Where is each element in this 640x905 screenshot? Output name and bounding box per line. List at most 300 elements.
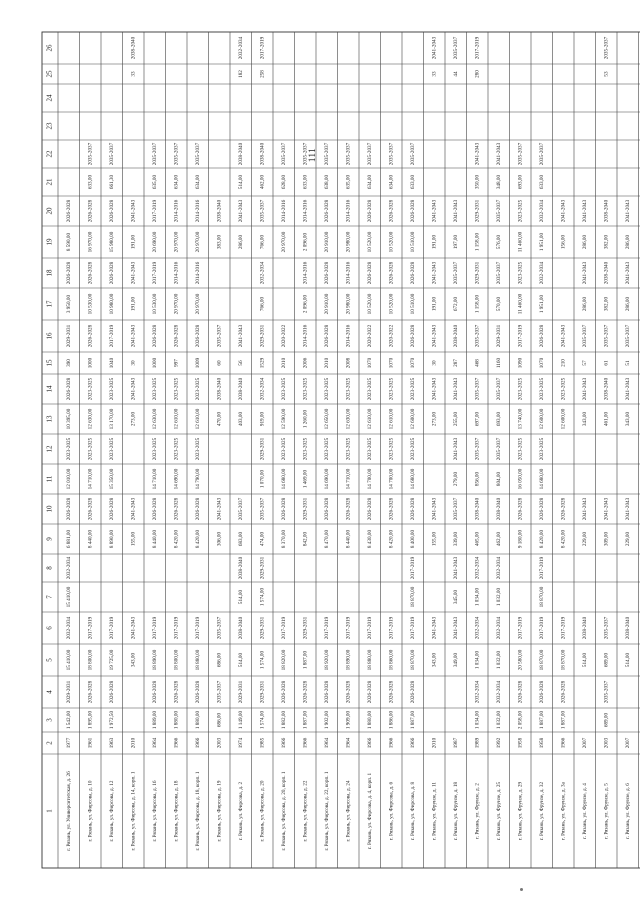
- table-cell: 2026-2028: [366, 199, 373, 223]
- table-cell: 2026-2028: [323, 261, 330, 285]
- table-cell: 2 096,00: [302, 294, 309, 314]
- table-cell: 12 610,00: [388, 408, 395, 430]
- table-cell: 14 710,00: [87, 468, 94, 490]
- table-cell: 2035-2037: [216, 616, 223, 640]
- table-cell: 286,00: [581, 234, 588, 250]
- table-cell: 2032-2034: [538, 199, 545, 223]
- table-cell: 1 889,00: [151, 710, 158, 730]
- table-cell: 2026-2028: [151, 497, 158, 521]
- table-cell: 2035-2037: [388, 142, 395, 166]
- table-cell: 255,00: [452, 411, 459, 427]
- table-cell: 2041-2043: [581, 497, 588, 521]
- table-cell: 12 610,00: [173, 408, 180, 430]
- table-cell: 2026-2028: [173, 497, 180, 521]
- table-cell: 2026-2028: [388, 680, 395, 704]
- table-cell: 18 800,00: [173, 649, 180, 671]
- table-cell: 10 395,00: [65, 408, 72, 430]
- table-cell: 2041-2043: [624, 377, 631, 401]
- table-cell: 2014-2016: [345, 324, 352, 348]
- table-cell: 689,00: [603, 652, 610, 668]
- column-number: 2: [45, 741, 54, 745]
- column-number: 16: [45, 332, 54, 340]
- table-cell: 2035-2037: [259, 199, 266, 223]
- table-cell: 191,00: [130, 234, 137, 250]
- table-cell: 2020-2022: [280, 324, 287, 348]
- table-cell: 2026-2028: [345, 497, 352, 521]
- table-cell: 576,00: [495, 234, 502, 250]
- table-cell: 14 700,00: [366, 468, 373, 490]
- table-cell: 287: [452, 359, 459, 367]
- table-cell: 1989: [474, 737, 481, 749]
- table-cell: 2026-2028: [108, 497, 115, 521]
- table-cell: 2035-2037: [538, 142, 545, 166]
- table-cell: 2038-2040: [130, 36, 137, 60]
- table-cell: 1 887,00: [302, 650, 309, 670]
- table-cell: 18 870,00: [538, 649, 545, 671]
- column-number: 14: [45, 385, 54, 393]
- table-cell: 2017-2019: [345, 616, 352, 640]
- table-cell: 1961: [87, 737, 94, 749]
- table-cell: 2026-2028: [108, 261, 115, 285]
- table-cell: 1 880,00: [366, 710, 373, 730]
- table-cell: 33: [130, 71, 137, 77]
- table-cell: 1 034,00: [474, 650, 481, 670]
- table-cell: 10 530,00: [151, 293, 158, 315]
- address-cell: г. Рязань, ул. Фрунзе, д. 32: [538, 781, 545, 841]
- table-cell: 2026-2028: [194, 324, 201, 348]
- table-cell: 2032-2034: [474, 680, 481, 704]
- table-cell: 2038-2040: [603, 199, 610, 223]
- table-cell: 2006: [302, 357, 309, 369]
- table-cell: 1160: [495, 357, 502, 369]
- table-cell: 2007: [581, 737, 588, 749]
- table-cell: 693,00: [517, 174, 524, 190]
- table-cell: 1 880,00: [194, 710, 201, 730]
- table-cell: 2026-2028: [366, 497, 373, 521]
- table-cell: 689,00: [603, 712, 610, 728]
- column-number: 5: [45, 658, 54, 662]
- table-cell: 20 970,00: [194, 293, 201, 315]
- table-cell: 1 542,00: [65, 710, 72, 730]
- table-cell: 1529: [259, 357, 266, 369]
- table-cell: 997: [173, 359, 180, 367]
- table-cell: 2023-2025: [517, 199, 524, 223]
- table-cell: 350,00: [474, 174, 481, 190]
- table-cell: 2041-2043: [581, 199, 588, 223]
- table-cell: 697,00: [474, 411, 481, 427]
- table-cell: 2035-2037: [581, 324, 588, 348]
- table-cell: 2017-2019: [409, 556, 416, 580]
- table-cell: 14 790,00: [194, 468, 201, 490]
- table-cell: 2017-2019: [151, 199, 158, 223]
- table-cell: 2023-2025: [409, 437, 416, 461]
- table-cell: 18 920,00: [323, 649, 330, 671]
- table-cell: 8 400,00: [409, 529, 416, 549]
- table-cell: 14 690,00: [173, 468, 180, 490]
- table-cell: 156,00: [560, 234, 567, 250]
- table-cell: 2029-2031: [474, 199, 481, 223]
- table-cell: 634,00: [173, 174, 180, 190]
- table-cell: 280: [474, 70, 481, 78]
- table-cell: 20 970,00: [280, 231, 287, 253]
- table-cell: 804,00: [495, 471, 502, 487]
- table-cell: 465,00: [474, 531, 481, 547]
- table-cell: 2023-2025: [151, 437, 158, 461]
- table-cell: 2038-2040: [259, 142, 266, 166]
- table-cell: 30: [130, 360, 137, 366]
- table-cell: 2023-2025: [345, 377, 352, 401]
- table-cell: 10 520,00: [366, 231, 373, 253]
- table-cell: 1 951,00: [538, 294, 545, 314]
- table-cell: 2038-2040: [495, 497, 502, 521]
- table-cell: 2038-2040: [452, 324, 459, 348]
- table-cell: 6 881,00: [65, 529, 72, 549]
- table-cell: 1974: [237, 737, 244, 749]
- column-number: 12: [45, 445, 54, 453]
- table-cell: 514,00: [581, 652, 588, 668]
- table-cell: 2026-2028: [108, 199, 115, 223]
- table-cell: 8 420,00: [538, 529, 545, 549]
- table-cell: 8 370,00: [280, 529, 287, 549]
- table-cell: 383,00: [216, 234, 223, 250]
- table-cell: 8 420,00: [388, 529, 395, 549]
- table-cell: 57: [581, 360, 588, 366]
- table-cell: 2041-2043: [560, 199, 567, 223]
- table-cell: 8 430,00: [366, 529, 373, 549]
- table-cell: 19 725,00: [108, 649, 115, 671]
- column-number: 23: [45, 122, 54, 130]
- table-cell: 2032-2034: [65, 616, 72, 640]
- column-number: 6: [45, 626, 54, 630]
- table-cell: 2017-2019: [366, 616, 373, 640]
- table-cell: 2038-2040: [581, 616, 588, 640]
- table-cell: 343,00: [624, 411, 631, 427]
- table-cell: 2035-2037: [259, 497, 266, 521]
- table-cell: 18 880,00: [366, 649, 373, 671]
- table-cell: 2017-2019: [474, 36, 481, 60]
- table-cell: 2029-2031: [259, 437, 266, 461]
- address-cell: г. Рязань, ул. Фирсова, д. 14, корп. 1: [130, 771, 137, 851]
- table-cell: 16 050,00: [517, 468, 524, 490]
- table-cell: 2010: [130, 737, 137, 749]
- table-cell: 18 870,00: [409, 649, 416, 671]
- table-cell: 2026-2028: [87, 324, 94, 348]
- table-cell: 2029-2031: [302, 616, 309, 640]
- table-cell: 1964: [323, 737, 330, 749]
- table-cell: 306,00: [216, 531, 223, 547]
- table-cell: 2041-2043: [474, 142, 481, 166]
- table-cell: 2026-2028: [323, 680, 330, 704]
- table-cell: 2035-2037: [366, 142, 373, 166]
- table-cell: 1 887,00: [560, 710, 567, 730]
- table-cell: 2041-2043: [452, 377, 459, 401]
- table-cell: 1966: [173, 737, 180, 749]
- table-cell: 2023-2025: [65, 437, 72, 461]
- table-cell: 343,00: [431, 652, 438, 668]
- address-cell: г. Рязань, ул. Фирсова, д. 20: [259, 780, 266, 842]
- table-cell: 514,00: [624, 652, 631, 668]
- table-cell: 309,00: [603, 531, 610, 547]
- table-cell: 2026-2028: [409, 497, 416, 521]
- table-cell: 20 690,00: [151, 231, 158, 253]
- table-cell: 842,00: [302, 531, 309, 547]
- table-cell: 2041-2043: [130, 324, 137, 348]
- table-cell: 1070: [409, 357, 416, 369]
- table-cell: 461,00: [603, 411, 610, 427]
- table-cell: 2029-2031: [259, 680, 266, 704]
- table-cell: 191,00: [431, 296, 438, 312]
- table-cell: 12 610,00: [366, 408, 373, 430]
- column-number: 8: [45, 566, 54, 570]
- table-cell: 2023-2025: [302, 437, 309, 461]
- table-cell: 2041-2043: [581, 377, 588, 401]
- table-cell: 8 440,00: [151, 529, 158, 549]
- table-cell: 514,00: [237, 652, 244, 668]
- column-number: 21: [45, 178, 54, 186]
- table-cell: 2014-2016: [302, 261, 309, 285]
- table-cell: 2038-2040: [237, 142, 244, 166]
- table-cell: 634,00: [388, 174, 395, 190]
- table-cell: 2035-2037: [624, 324, 631, 348]
- table-cell: 18 870,00: [538, 586, 545, 608]
- table-cell: 20 910,00: [323, 293, 330, 315]
- table-cell: 2041-2043: [130, 199, 137, 223]
- table-cell: 683,00: [237, 531, 244, 547]
- table-cell: 2017-2019: [538, 556, 545, 580]
- table-cell: 2026-2028: [194, 497, 201, 521]
- table-cell: 349,00: [452, 652, 459, 668]
- table-cell: 12 010,00: [65, 468, 72, 490]
- table-cell: 2026-2028: [280, 497, 287, 521]
- table-cell: 1966: [409, 737, 416, 749]
- table-cell: 2026-2028: [87, 199, 94, 223]
- table-cell: 1 895,00: [87, 710, 94, 730]
- table-cell: 20 910,00: [323, 231, 330, 253]
- table-cell: 1000: [151, 357, 158, 369]
- table-cell: 468: [474, 359, 481, 367]
- table-cell: 2014-2016: [194, 261, 201, 285]
- table-cell: 20 970,00: [194, 231, 201, 253]
- table-cell: 18 890,00: [345, 649, 352, 671]
- table-cell: 2041-2043: [581, 261, 588, 285]
- table-cell: 14 700,00: [388, 468, 395, 490]
- table-cell: 2014-2016: [345, 261, 352, 285]
- table-cell: 2017-2019: [259, 36, 266, 60]
- table-cell: 2020-2022: [388, 324, 395, 348]
- table-cell: 2007: [624, 737, 631, 749]
- table-cell: 30: [431, 360, 438, 366]
- table-cell: 2038-2040: [237, 616, 244, 640]
- table-cell: 1 951,00: [538, 232, 545, 252]
- table-cell: 766,00: [259, 296, 266, 312]
- table-cell: 570,00: [495, 296, 502, 312]
- table-cell: 229,00: [581, 531, 588, 547]
- address-cell: г. Рязань, ул. Фирсова, д. 18, корп. 1: [194, 771, 201, 851]
- table-cell: 2026-2028: [388, 497, 395, 521]
- table-cell: 2041-2043: [452, 199, 459, 223]
- table-cell: 403,00: [237, 411, 244, 427]
- table-cell: 2026-2028: [151, 680, 158, 704]
- table-cell: 2032-2034: [495, 556, 502, 580]
- table-cell: 1 574,00: [259, 650, 266, 670]
- table-cell: 2041-2043: [130, 497, 137, 521]
- table-cell: 18 870,00: [560, 649, 567, 671]
- table-cell: 18 880,00: [194, 649, 201, 671]
- table-cell: 2026-2028: [560, 497, 567, 521]
- table-cell: 2038-2040: [216, 377, 223, 401]
- table-cell: 2035-2037: [452, 497, 459, 521]
- table-cell: 638,00: [323, 174, 330, 190]
- table-cell: 514,00: [237, 589, 244, 605]
- table-cell: 462,00: [259, 174, 266, 190]
- table-cell: 2041-2043: [452, 616, 459, 640]
- column-number: 9: [45, 537, 54, 541]
- table-cell: 2023-2025: [302, 377, 309, 401]
- table-cell: 1 972,50: [108, 710, 115, 730]
- table-cell: 2023-2025: [366, 437, 373, 461]
- table-cell: 2017-2019: [194, 616, 201, 640]
- table-cell: 2026-2028: [65, 199, 72, 223]
- column-number: 22: [45, 150, 54, 158]
- table-cell: 2026-2028: [87, 680, 94, 704]
- table-cell: 919,00: [259, 411, 266, 427]
- table-cell: 628,00: [280, 174, 287, 190]
- table-cell: 2017-2019: [151, 261, 158, 285]
- table-cell: 2035-2037: [87, 142, 94, 166]
- table-cell: 12 630,00: [345, 408, 352, 430]
- table-cell: 339,00: [452, 531, 459, 547]
- table-cell: 2010: [431, 737, 438, 749]
- table-cell: 12 630,00: [87, 408, 94, 430]
- table-cell: 15 980,00: [108, 231, 115, 253]
- table-cell: 2026-2028: [65, 261, 72, 285]
- table-cell: 2035-2037: [108, 142, 115, 166]
- table-cell: 2029-2031: [259, 556, 266, 580]
- table-cell: 2017-2019: [409, 616, 416, 640]
- table-cell: 1958: [517, 737, 524, 749]
- table-cell: 15 410,00: [65, 649, 72, 671]
- table-cell: 2026-2028: [194, 680, 201, 704]
- table-cell: 1070: [538, 357, 545, 369]
- table-cell: 13 740,00: [517, 408, 524, 430]
- table-cell: 2035-2037: [302, 142, 309, 166]
- table-cell: 2041-2043: [603, 497, 610, 521]
- table-cell: 2014-2016: [302, 324, 309, 348]
- table-cell: 2035-2037: [452, 36, 459, 60]
- table-cell: 2038-2040: [603, 377, 610, 401]
- column-number: 4: [45, 690, 54, 694]
- table-cell: 2026-2028: [366, 680, 373, 704]
- table-cell: 2035-2037: [151, 142, 158, 166]
- table-cell: 2035-2037: [474, 377, 481, 401]
- column-number: 25: [45, 70, 54, 78]
- table-cell: 2014-2016: [194, 199, 201, 223]
- table-cell: 279,00: [452, 471, 459, 487]
- table-cell: 10 510,00: [409, 231, 416, 253]
- table-cell: 633,00: [302, 174, 309, 190]
- table-cell: 1 032,00: [495, 587, 502, 607]
- table-cell: 44: [452, 71, 459, 77]
- table-cell: 2026-2028: [173, 324, 180, 348]
- table-cell: 1 574,00: [259, 587, 266, 607]
- table-cell: 2026-2028: [108, 680, 115, 704]
- table-cell: 2026-2028: [65, 497, 72, 521]
- table-cell: 2026-2028: [151, 324, 158, 348]
- table-cell: 2026-2028: [87, 497, 94, 521]
- table-cell: 8 420,00: [173, 529, 180, 549]
- table-cell: 10 520,00: [388, 231, 395, 253]
- table-cell: 10 520,00: [366, 293, 373, 315]
- table-cell: 2026-2028: [345, 680, 352, 704]
- table-cell: 635,00: [345, 174, 352, 190]
- table-cell: 3 950,00: [65, 294, 72, 314]
- table-cell: 1963: [108, 737, 115, 749]
- address-cell: г. Рязань, ул. Фрунзе, д. 29: [517, 781, 524, 841]
- address-cell: г. Рязань, ул. Фирсова, д. 18: [173, 780, 180, 842]
- address-cell: г. Рязань, ул. Фрунзе, д. 6: [624, 783, 631, 839]
- table-cell: 2029-2031: [65, 324, 72, 348]
- table-cell: 2026-2028: [87, 261, 94, 285]
- table-cell: 1 902,00: [323, 710, 330, 730]
- table-cell: 1 034,00: [474, 710, 481, 730]
- table-cell: 8 590,00: [65, 232, 72, 252]
- table-cell: 343,00: [130, 652, 137, 668]
- table-cell: 10 980,00: [108, 293, 115, 315]
- table-cell: 672,00: [452, 296, 459, 312]
- table-cell: 2035-2037: [173, 142, 180, 166]
- table-cell: 2020-2022: [366, 324, 373, 348]
- address-cell: г. Рязань, ул. Фирсова, д. 24: [345, 780, 352, 842]
- table-cell: 2017-2019: [538, 616, 545, 640]
- table-cell: 2017-2019: [323, 616, 330, 640]
- table-cell: 2 096,00: [302, 232, 309, 252]
- table-cell: 2026-2028: [65, 377, 72, 401]
- table-cell: 15 350,00: [108, 468, 115, 490]
- table-cell: 2017-2019: [560, 616, 567, 640]
- table-cell: 2041-2043: [431, 497, 438, 521]
- table-cell: 2023-2025: [194, 437, 201, 461]
- table-cell: 14 680,00: [538, 468, 545, 490]
- table-cell: 2029-2031: [495, 324, 502, 348]
- table-cell: 2041-2043: [624, 261, 631, 285]
- table-cell: 1966: [302, 737, 309, 749]
- table-cell: 1070: [366, 357, 373, 369]
- table-cell: 11 460,00: [517, 293, 524, 315]
- table-cell: 514,00: [237, 174, 244, 190]
- table-cell: 2014-2016: [345, 199, 352, 223]
- table-cell: 20 580,00: [517, 649, 524, 671]
- table-cell: 2026-2028: [538, 680, 545, 704]
- table-cell: 15 410,00: [65, 586, 72, 608]
- table-cell: 2026-2028: [366, 261, 373, 285]
- table-cell: 2023-2025: [323, 437, 330, 461]
- table-cell: 273,00: [431, 411, 438, 427]
- table-cell: 2035-2037: [237, 497, 244, 521]
- address-cell: г. Рязань, ул. Фирсова, д. 16: [151, 780, 158, 842]
- table-cell: 2035-2037: [216, 680, 223, 704]
- address-cell: г. Рязань, ул. Фирсова, д. 10: [87, 780, 94, 842]
- table-cell: 1964: [151, 737, 158, 749]
- table-cell: 2008: [345, 357, 352, 369]
- table-cell: 2041-2043: [431, 616, 438, 640]
- table-cell: 2032-2034: [495, 680, 502, 704]
- address-cell: г. Рязань, ул. Фирсова, д. 6: [388, 781, 395, 841]
- table-cell: 1009: [194, 357, 201, 369]
- table-cell: 2014-2016: [173, 199, 180, 223]
- table-cell: 2029-2031: [259, 324, 266, 348]
- table-cell: 2035-2037: [603, 680, 610, 704]
- column-number: 18: [45, 269, 54, 277]
